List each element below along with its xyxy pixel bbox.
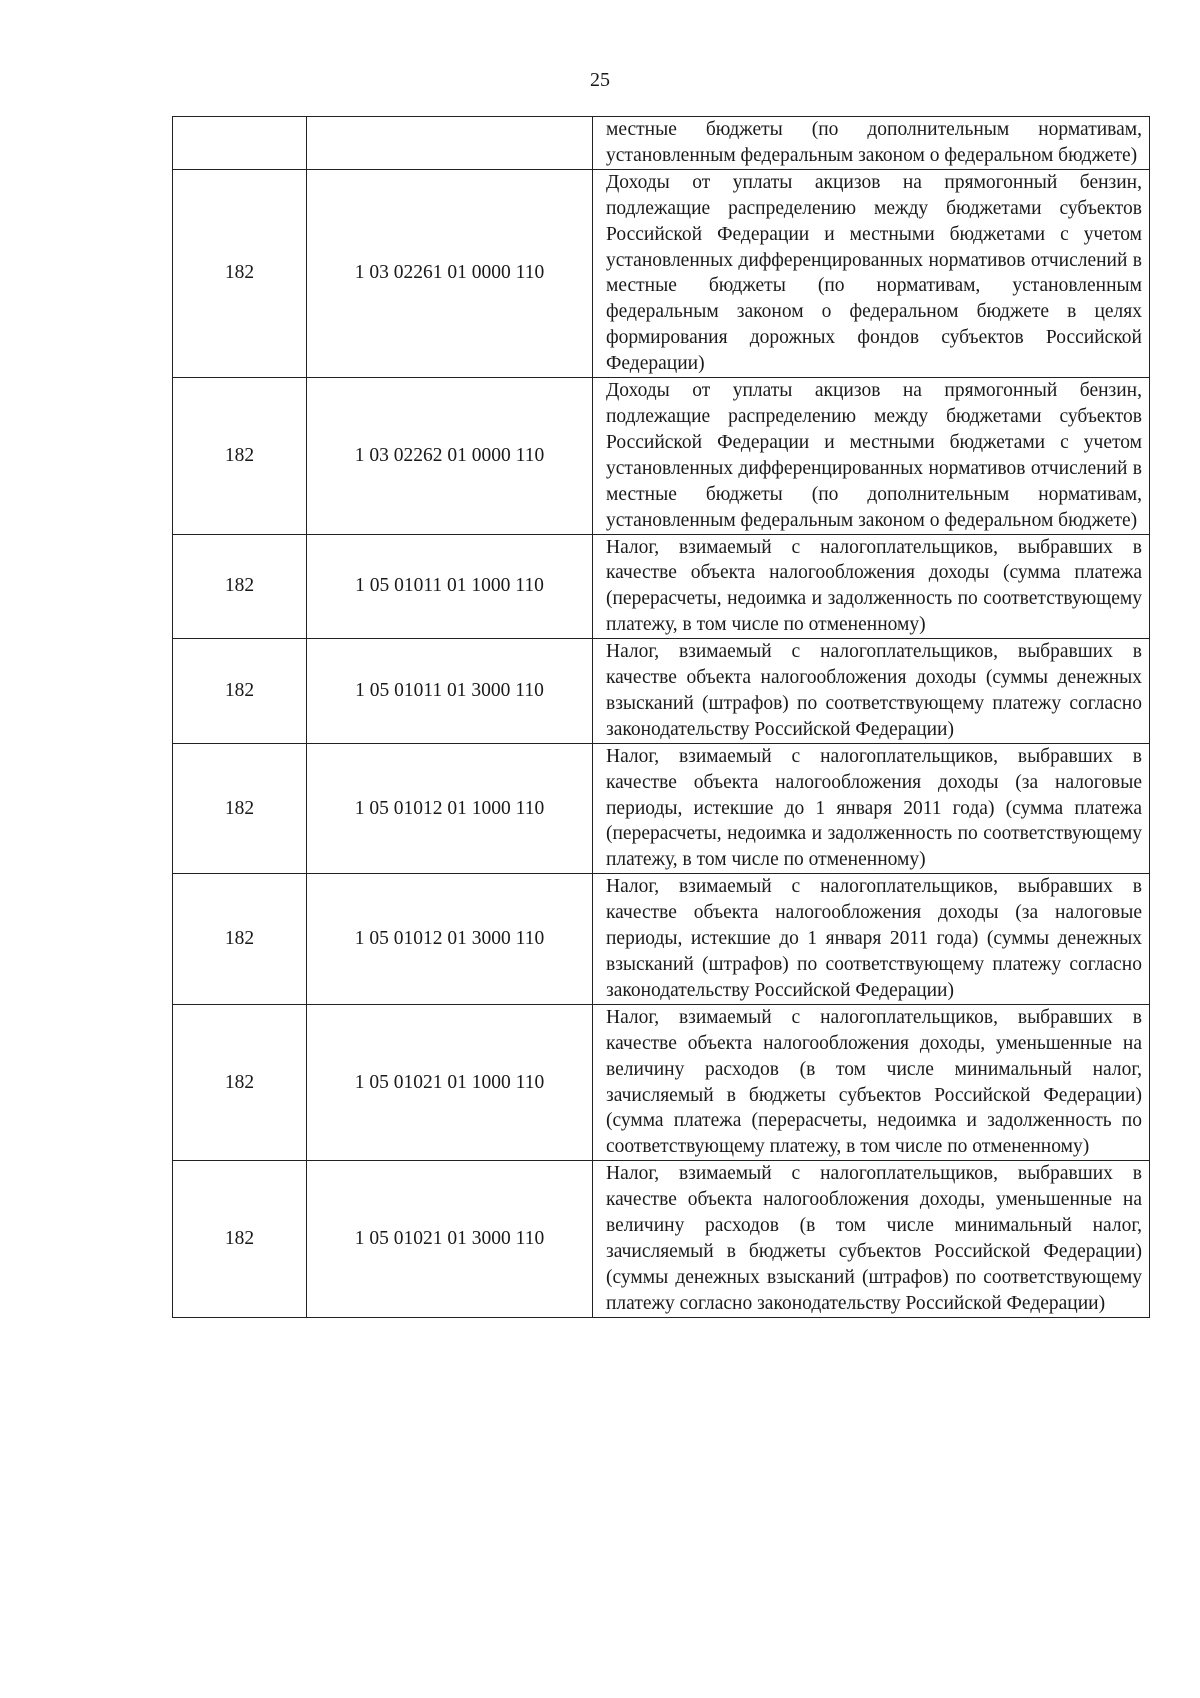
table-row	[173, 874, 1150, 1005]
income-description-cell: Налог, взимаемый с налогоплательщиков, выбравших в качестве объекта налогообложения доходы (за налоговые периоды, истекшие до 1 января 2011 года) (суммы денежных взысканий (штрафов) по соответствующему платежу согласно законодательству Российской Федерации)	[593, 874, 1150, 1005]
income-description-cell: Налог, взимаемый с налогоплательщиков, выбравших в качестве объекта налогообложения доходы (суммы денежных взысканий (штрафов) по соответствующему платежу согласно законодательству Российской Федерации)	[593, 639, 1150, 744]
income-description-cell: Доходы от уплаты акцизов на прямогонный бензин, подлежащие распределению между бюджетами субъектов Российской Федерации и местными бюджетами с учетом установленных дифференцированных нормативов отчислений в местные бюджеты (по нормативам, установленным федеральным законом о федеральном бюджете в целях формирования дорожных фондов субъектов Российской Федерации)	[593, 169, 1150, 377]
table-row	[173, 378, 1150, 534]
budget-code-cell: 1 05 01021 01 3000 110	[307, 1161, 593, 1317]
admin-code-cell: 182	[173, 378, 307, 534]
table-row	[173, 534, 1150, 639]
income-description-cell: Налог, взимаемый с налогоплательщиков, выбравших в качестве объекта налогообложения доходы (за налоговые периоды, истекшие до 1 января 2011 года) (сумма платежа (перерасчеты, недоимка и задолженность по соответствующему платежу, в том числе по отмененному)	[593, 743, 1150, 874]
table-row	[173, 1161, 1150, 1317]
admin-code-cell	[173, 117, 307, 170]
budget-code-cell	[307, 117, 593, 170]
income-description-cell: Налог, взимаемый с налогоплательщиков, выбравших в качестве объекта налогообложения доходы, уменьшенные на величину расходов (в том числе минимальный налог, зачисляемый в бюджеты субъектов Российской Федерации) (сумма платежа (перерасчеты, недоимка и задолженность по соответствующему платежу, в том числе по отмененному)	[593, 1004, 1150, 1160]
budget-code-cell: 1 03 02261 01 0000 110	[307, 169, 593, 377]
page-number: 25	[590, 69, 610, 91]
table-row	[173, 1004, 1150, 1160]
budget-code-cell: 1 03 02262 01 0000 110	[307, 378, 593, 534]
admin-code-cell: 182	[173, 874, 307, 1005]
income-description-cell: Налог, взимаемый с налогоплательщиков, выбравших в качестве объекта налогообложения доходы, уменьшенные на величину расходов (в том числе минимальный налог, зачисляемый в бюджеты субъектов Российской Федерации) (суммы денежных взысканий (штрафов) по соответствующему платежу согласно законодательству Российской Федерации)	[593, 1161, 1150, 1317]
admin-code-cell: 182	[173, 743, 307, 874]
admin-code-cell: 182	[173, 534, 307, 639]
budget-code-cell: 1 05 01012 01 3000 110	[307, 874, 593, 1005]
budget-code-cell: 1 05 01021 01 1000 110	[307, 1004, 593, 1160]
table-row	[173, 639, 1150, 744]
admin-code-cell: 182	[173, 169, 307, 377]
budget-code-cell: 1 05 01012 01 1000 110	[307, 743, 593, 874]
table-row	[173, 169, 1150, 377]
admin-code-cell: 182	[173, 1004, 307, 1160]
admin-code-cell: 182	[173, 1161, 307, 1317]
budget-classification-table	[172, 116, 1150, 1318]
table-row	[173, 117, 1150, 170]
income-description-cell: Налог, взимаемый с налогоплательщиков, выбравших в качестве объекта налогообложения доходы (сумма платежа (перерасчеты, недоимка и задолженность по соответствующему платежу, в том числе по отмененному)	[593, 534, 1150, 639]
income-description-cell: Доходы от уплаты акцизов на прямогонный бензин, подлежащие распределению между бюджетами субъектов Российской Федерации и местными бюджетами с учетом установленных дифференцированных нормативов отчислений в местные бюджеты (по дополнительным нормативам, установленным федеральным законом о федеральном бюджете)	[593, 378, 1150, 534]
budget-code-cell: 1 05 01011 01 1000 110	[307, 534, 593, 639]
table-row	[173, 743, 1150, 874]
income-description-cell: местные бюджеты (по дополнительным нормативам, установленным федеральным законом о федеральном бюджете)	[593, 117, 1150, 170]
budget-code-cell: 1 05 01011 01 3000 110	[307, 639, 593, 744]
admin-code-cell: 182	[173, 639, 307, 744]
